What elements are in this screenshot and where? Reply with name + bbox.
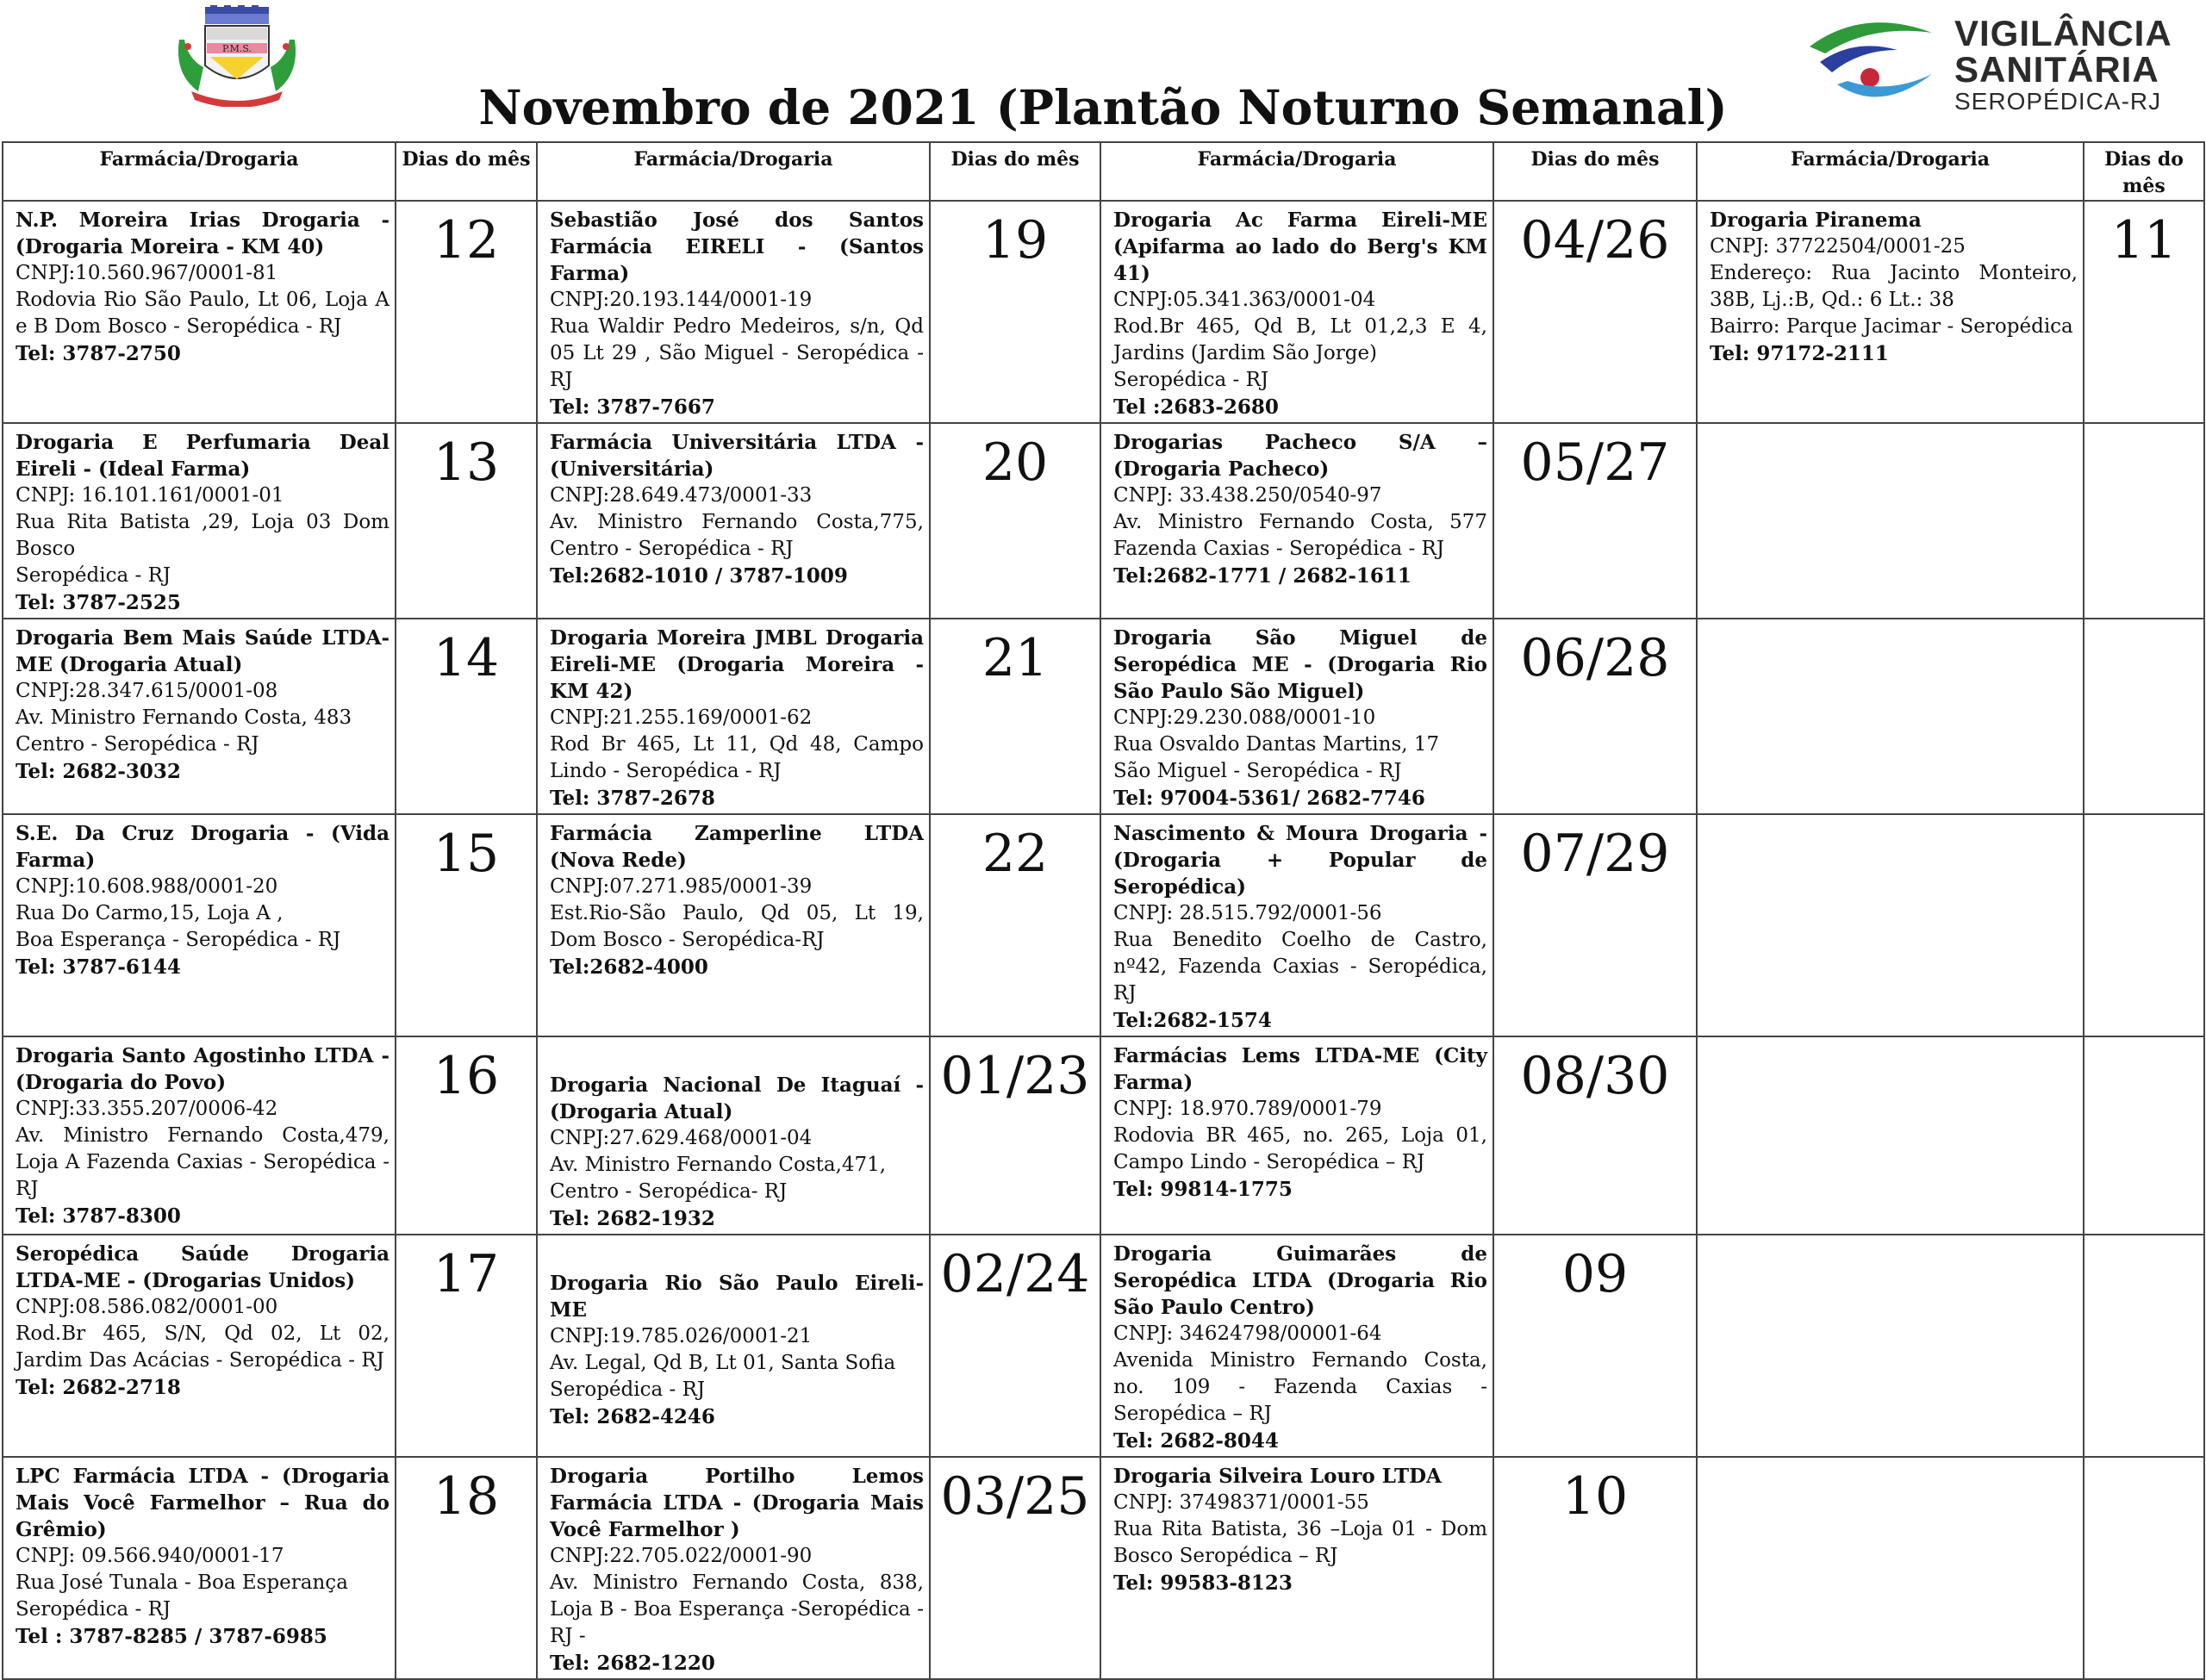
- pharmacy-cnpj: CNPJ: 37722504/0001-25: [1710, 235, 1966, 258]
- duty-days-cell: [2084, 1036, 2204, 1235]
- pharmacy-cnpj: CNPJ: 16.101.161/0001-01: [16, 484, 284, 507]
- pharmacy-name: Drogaria Ac Farma Eireli-ME (Apifarma ao lado do Berg's KM 41): [1113, 208, 1487, 285]
- pharmacy-cell: [537, 1235, 930, 1457]
- pharmacy-cnpj: CNPJ:20.193.144/0001-19: [550, 289, 813, 311]
- duty-days-cell: 14: [396, 619, 537, 814]
- duty-days-cell: 05/27: [1493, 423, 1697, 619]
- column-header: Dias do mês: [396, 142, 537, 201]
- pharmacy-address-line: Rua Osvaldo Dantas Martins, 17: [1113, 733, 1440, 756]
- pharmacy-name: Drogaria Santo Agostinho LTDA - (Drogaria do Povo): [16, 1044, 389, 1094]
- pharmacy-phone: Tel: 3787-6144: [16, 955, 181, 979]
- pharmacy-cell: [1100, 423, 1493, 619]
- pharmacy-cell: [1697, 201, 2084, 423]
- logo-right-line1: VIGILÂNCIA: [1954, 13, 2172, 53]
- page-title: Novembro de 2021 (Plantão Noturno Semanal): [478, 79, 1728, 135]
- pharmacy-cell: [3, 1457, 396, 1679]
- duty-days-cell: [2084, 1457, 2204, 1679]
- pharmacy-cell: [3, 1235, 396, 1457]
- pharmacy-name: S.E. Da Cruz Drogaria - (Vida Farma): [16, 822, 389, 872]
- duty-days-cell: [2084, 814, 2204, 1036]
- duty-days-cell: 08/30: [1493, 1036, 1697, 1235]
- duty-days-cell: [2084, 423, 2204, 619]
- duty-days-cell: 13: [396, 423, 537, 619]
- pharmacy-address-line: Av. Ministro Fernando Costa,775, Centro - Seropédica - RJ: [550, 511, 924, 560]
- pharmacy-phone: Tel: 3787-7667: [550, 395, 715, 419]
- pharmacy-phone: Tel:2682-1574: [1113, 1009, 1272, 1032]
- duty-days-cell: 04/26: [1493, 201, 1697, 423]
- column-header: Farmácia/Drogaria: [3, 142, 396, 201]
- column-header: Farmácia/Drogaria: [1697, 142, 2084, 201]
- pharmacy-cnpj: CNPJ:10.608.988/0001-20: [16, 875, 278, 898]
- pharmacy-name: LPC Farmácia LTDA - (Drogaria Mais Você Farmelhor – Rua do Grêmio): [16, 1465, 389, 1541]
- pharmacy-address-line: Rod.Br 465, Qd B, Lt 01,2,3 E 4, Jardins (Jardim São Jorge): [1113, 315, 1487, 364]
- pharmacy-address-line: Est.Rio-São Paulo, Qd 05, Lt 19, Dom Bosco - Seropédica-RJ: [550, 902, 924, 951]
- duty-days-cell: 22: [930, 814, 1100, 1036]
- pharmacy-name: Drogaria Silveira Louro LTDA: [1113, 1465, 1442, 1488]
- column-header: Dias do mês: [2084, 142, 2204, 201]
- pharmacy-name: Drogaria Guimarães de Seropédica LTDA (Drogaria Rio São Paulo Centro): [1113, 1242, 1487, 1319]
- duty-days-cell: 21: [930, 619, 1100, 814]
- pharmacy-name: Farmácia Zamperline LTDA (Nova Rede): [550, 822, 924, 872]
- pharmacy-cell: [1100, 1235, 1493, 1457]
- pharmacy-phone: Tel: 97172-2111: [1710, 342, 1889, 365]
- pharmacy-name: Sebastião José dos Santos Farmácia EIRELI - (Santos Farma): [550, 208, 924, 285]
- pharmacy-name: Drogaria Rio São Paulo Eireli- ME: [550, 1272, 924, 1322]
- duty-days-cell: 19: [930, 201, 1100, 423]
- pharmacy-cnpj: CNPJ:33.355.207/0006-42: [16, 1098, 278, 1120]
- pharmacy-cell: [1697, 1235, 2084, 1457]
- pharmacy-phone: Tel: 2682-3032: [16, 760, 181, 783]
- pharmacy-cnpj: CNPJ: 28.515.792/0001-56: [1113, 902, 1382, 924]
- logo-right-line2: SANITÁRIA: [1954, 49, 2159, 90]
- pharmacy-name: Drogaria Portilho Lemos Farmácia LTDA - (Drogaria Mais Você Farmelhor ): [550, 1465, 924, 1541]
- table-row: [3, 1235, 2204, 1457]
- pharmacy-name: Farmácias Lems LTDA-ME (City Farma): [1113, 1044, 1487, 1094]
- pharmacy-address-line: Rua Rita Batista ,29, Loja 03 Dom Bosco: [16, 511, 389, 560]
- pharmacy-address-line: Rua José Tunala - Boa Esperança: [16, 1571, 348, 1594]
- pharmacy-cnpj: CNPJ:05.341.363/0001-04: [1113, 289, 1376, 311]
- duty-days-cell: 20: [930, 423, 1100, 619]
- pharmacy-address-line: Endereço: Rua Jacinto Monteiro, 38B, Lj.:B, Qd.: 6 Lt.: 38: [1710, 262, 2078, 311]
- pharmacy-name: Drogaria E Perfumaria Deal Eireli - (Ideal Farma): [16, 431, 389, 481]
- pharmacy-phone: Tel: 2682-1932: [550, 1207, 715, 1230]
- table-row: [3, 619, 2204, 814]
- pharmacy-phone: Tel: 2682-8044: [1113, 1429, 1279, 1453]
- pharmacy-phone: Tel: 99583-8123: [1113, 1571, 1293, 1595]
- pharmacy-cell: [1697, 1457, 2084, 1679]
- pharmacy-phone: Tel: 3787-8300: [16, 1204, 181, 1228]
- pharmacy-cell: [537, 423, 930, 619]
- pharmacy-cell: [537, 201, 930, 423]
- pharmacy-address-line: Rua Rita Batista, 36 –Loja 01 - Dom Bosco Seropédica – RJ: [1113, 1518, 1487, 1567]
- pharmacy-cnpj: CNPJ:07.271.985/0001-39: [550, 875, 813, 898]
- schedule-body: [3, 201, 2204, 1679]
- pharmacy-address-line: Boa Esperança - Seropédica - RJ: [16, 929, 341, 951]
- pharmacy-cell: [537, 619, 930, 814]
- pharmacy-phone: Tel: 3787-2678: [550, 787, 715, 810]
- pharmacy-address-line: Rodovia BR 465, no. 265, Loja 01, Campo Lindo - Seropédica – RJ: [1113, 1124, 1487, 1173]
- pharmacy-address-line: Rod.Br 465, S/N, Qd 02, Lt 02, Jardim Das Acácias - Seropédica - RJ: [16, 1322, 389, 1372]
- duty-days-cell: 10: [1493, 1457, 1697, 1679]
- pharmacy-address-line: Seropédica - RJ: [16, 564, 171, 587]
- logo-left-text: P.M.S.: [221, 43, 252, 54]
- pharmacy-address-line: Seropédica - RJ: [1113, 369, 1269, 391]
- pharmacy-phone: Tel: 2682-1220: [550, 1652, 715, 1675]
- duty-days-cell: 11: [2084, 201, 2204, 423]
- pharmacy-name: Nascimento & Moura Drogaria - (Drogaria + Popular de Seropédica): [1113, 822, 1487, 899]
- pharmacy-cnpj: CNPJ:08.586.082/0001-00: [16, 1296, 278, 1318]
- pharmacy-address-line: Seropédica - RJ: [550, 1378, 706, 1401]
- pharmacy-cnpj: CNPJ:21.255.169/0001-62: [550, 706, 813, 729]
- pharmacy-cnpj: CNPJ:28.649.473/0001-33: [550, 484, 813, 507]
- pharmacy-name: Drogaria Bem Mais Saúde LTDA-ME (Drogaria Atual): [16, 626, 389, 676]
- pharmacy-phone: Tel :2683-2680: [1113, 395, 1279, 419]
- pharmacy-name: Farmácia Universitária LTDA - (Universitária): [550, 431, 924, 481]
- pharmacy-cnpj: CNPJ:10.560.967/0001-81: [16, 262, 278, 284]
- duty-days-cell: 18: [396, 1457, 537, 1679]
- table-row: [3, 201, 2204, 423]
- pharmacy-phone: Tel: 2682-2718: [16, 1376, 181, 1399]
- pharmacy-cnpj: CNPJ: 09.566.940/0001-17: [16, 1545, 284, 1567]
- pharmacy-address-line: Bairro: Parque Jacimar - Seropédica: [1710, 315, 2073, 338]
- pharmacy-cnpj: CNPJ:28.347.615/0001-08: [16, 680, 278, 702]
- pharmacy-name: Drogarias Pacheco S/A – (Drogaria Pacheco): [1113, 431, 1487, 481]
- pharmacy-cnpj: CNPJ: 33.438.250/0540-97: [1113, 484, 1382, 507]
- pharmacy-cell: [3, 423, 396, 619]
- column-header: Farmácia/Drogaria: [537, 142, 930, 201]
- duty-days-cell: 06/28: [1493, 619, 1697, 814]
- pharmacy-address-line: Centro - Seropédica- RJ: [550, 1180, 788, 1203]
- pharmacy-cell: [1697, 619, 2084, 814]
- duty-days-cell: 03/25: [930, 1457, 1100, 1679]
- duty-days-cell: 09: [1493, 1235, 1697, 1457]
- table-row: [3, 1036, 2204, 1235]
- pharmacy-phone: Tel: 3787-2525: [16, 591, 181, 614]
- pharmacy-cnpj: CNPJ:19.785.026/0001-21: [550, 1325, 813, 1347]
- pharmacy-cell: [1100, 814, 1493, 1036]
- pharmacy-address-line: Seropédica - RJ: [16, 1598, 171, 1621]
- pharmacy-phone: Tel: 2682-4246: [550, 1405, 715, 1428]
- pharmacy-phone: Tel:2682-4000: [550, 955, 708, 979]
- table-row: [3, 1457, 2204, 1679]
- pharmacy-cnpj: CNPJ:29.230.088/0001-10: [1113, 706, 1376, 729]
- pharmacy-cell: [1697, 1036, 2084, 1235]
- pharmacy-cell: [1100, 1457, 1493, 1679]
- duty-days-cell: 02/24: [930, 1235, 1100, 1457]
- pharmacy-phone: Tel: 3787-2750: [16, 342, 181, 365]
- pharmacy-cell: [3, 814, 396, 1036]
- pharmacy-cell: [3, 619, 396, 814]
- pharmacy-address-line: Av. Ministro Fernando Costa, 838, Loja B - Boa Esperança -Seropédica - RJ -: [550, 1571, 924, 1647]
- pharmacy-name: N.P. Moreira Irias Drogaria - (Drogaria Moreira - KM 40): [16, 208, 389, 258]
- pharmacy-address-line: Avenida Ministro Fernando Costa, no. 109 - Fazenda Caxias - Seropédica – RJ: [1113, 1349, 1487, 1425]
- pharmacy-address-line: São Miguel - Seropédica - RJ: [1113, 760, 1402, 782]
- column-header: Farmácia/Drogaria: [1100, 142, 1493, 201]
- header-row: [3, 142, 2204, 201]
- table-row: [3, 814, 2204, 1036]
- column-header: Dias do mês: [1493, 142, 1697, 201]
- column-header: Dias do mês: [930, 142, 1100, 201]
- pharmacy-cell: [1697, 814, 2084, 1036]
- pharmacy-address-line: Av. Ministro Fernando Costa,479, Loja A Fazenda Caxias - Seropédica - RJ: [16, 1124, 389, 1200]
- pharmacy-cell: [3, 201, 396, 423]
- pharmacy-name: Drogaria Nacional De Itaguaí - (Drogaria Atual): [550, 1073, 924, 1123]
- pharmacy-address-line: Av. Legal, Qd B, Lt 01, Santa Sofia: [550, 1352, 896, 1374]
- pharmacy-cell: [1697, 423, 2084, 619]
- pharmacy-cell: [537, 1036, 930, 1235]
- pharmacy-cnpj: CNPJ: 34624798/00001-64: [1113, 1322, 1382, 1345]
- pharmacy-phone: Tel : 3787-8285 / 3787-6985: [16, 1625, 327, 1648]
- pharmacy-phone: Tel:2682-1010 / 3787-1009: [550, 564, 848, 588]
- pharmacy-address-line: Rua Do Carmo,15, Loja A ,: [16, 902, 284, 924]
- pharmacy-name: Drogaria Moreira JMBL Drogaria Eireli-ME (Drogaria Moreira - KM 42): [550, 626, 924, 703]
- pharmacy-cell: [3, 1036, 396, 1235]
- pharmacy-schedule-table: [2, 141, 2205, 1680]
- pharmacy-name: Drogaria São Miguel de Seropédica ME - (Drogaria Rio São Paulo São Miguel): [1113, 626, 1487, 703]
- pharmacy-name: Seropédica Saúde Drogaria LTDA-ME - (Drogarias Unidos): [16, 1242, 389, 1292]
- pharmacy-address-line: Av. Ministro Fernando Costa, 483: [16, 706, 352, 729]
- pharmacy-phone: Tel: 99814-1775: [1113, 1178, 1293, 1201]
- duty-days-cell: 16: [396, 1036, 537, 1235]
- pharmacy-name: Drogaria Piranema: [1710, 208, 1922, 232]
- pharmacy-address-line: Rua Benedito Coelho de Castro, nº42, Fazenda Caxias - Seropédica, RJ: [1113, 929, 1487, 1005]
- logo-right-line3: SEROPÉDICA-RJ: [1954, 88, 2162, 115]
- pharmacy-address-line: Centro - Seropédica - RJ: [16, 733, 259, 756]
- pharmacy-phone: Tel: 97004-5361/ 2682-7746: [1113, 787, 1425, 810]
- duty-days-cell: 15: [396, 814, 537, 1036]
- pharmacy-cell: [1100, 1036, 1493, 1235]
- pharmacy-cnpj: CNPJ:22.705.022/0001-90: [550, 1545, 813, 1567]
- pharmacy-address-line: Rod Br 465, Lt 11, Qd 48, Campo Lindo - Seropédica - RJ: [550, 733, 924, 782]
- pharmacy-cell: [537, 1457, 930, 1679]
- pharmacy-phone: Tel:2682-1771 / 2682-1611: [1113, 564, 1411, 588]
- table-row: [3, 423, 2204, 619]
- duty-days-cell: [2084, 619, 2204, 814]
- duty-days-cell: 12: [396, 201, 537, 423]
- pharmacy-address-line: Rua Waldir Pedro Medeiros, s/n, Qd 05 Lt 29 , São Miguel - Seropédica - RJ: [550, 315, 924, 391]
- duty-days-cell: 17: [396, 1235, 537, 1457]
- pharmacy-cell: [537, 814, 930, 1036]
- duty-days-cell: [2084, 1235, 2204, 1457]
- pharmacy-cnpj: CNPJ:27.629.468/0001-04: [550, 1127, 813, 1149]
- duty-days-cell: 01/23: [930, 1036, 1100, 1235]
- pharmacy-cnpj: CNPJ: 18.970.789/0001-79: [1113, 1098, 1382, 1120]
- duty-days-cell: 07/29: [1493, 814, 1697, 1036]
- pharmacy-cnpj: CNPJ: 37498371/0001-55: [1113, 1491, 1369, 1514]
- pharmacy-address-line: Av. Ministro Fernando Costa, 577 Fazenda Caxias - Seropédica - RJ: [1113, 511, 1487, 560]
- pharmacy-cell: [1100, 619, 1493, 814]
- pharmacy-address-line: Av. Ministro Fernando Costa,471,: [550, 1154, 887, 1176]
- pharmacy-address-line: Rodovia Rio São Paulo, Lt 06, Loja A e B Dom Bosco - Seropédica - RJ: [16, 289, 389, 338]
- pharmacy-cell: [1100, 201, 1493, 423]
